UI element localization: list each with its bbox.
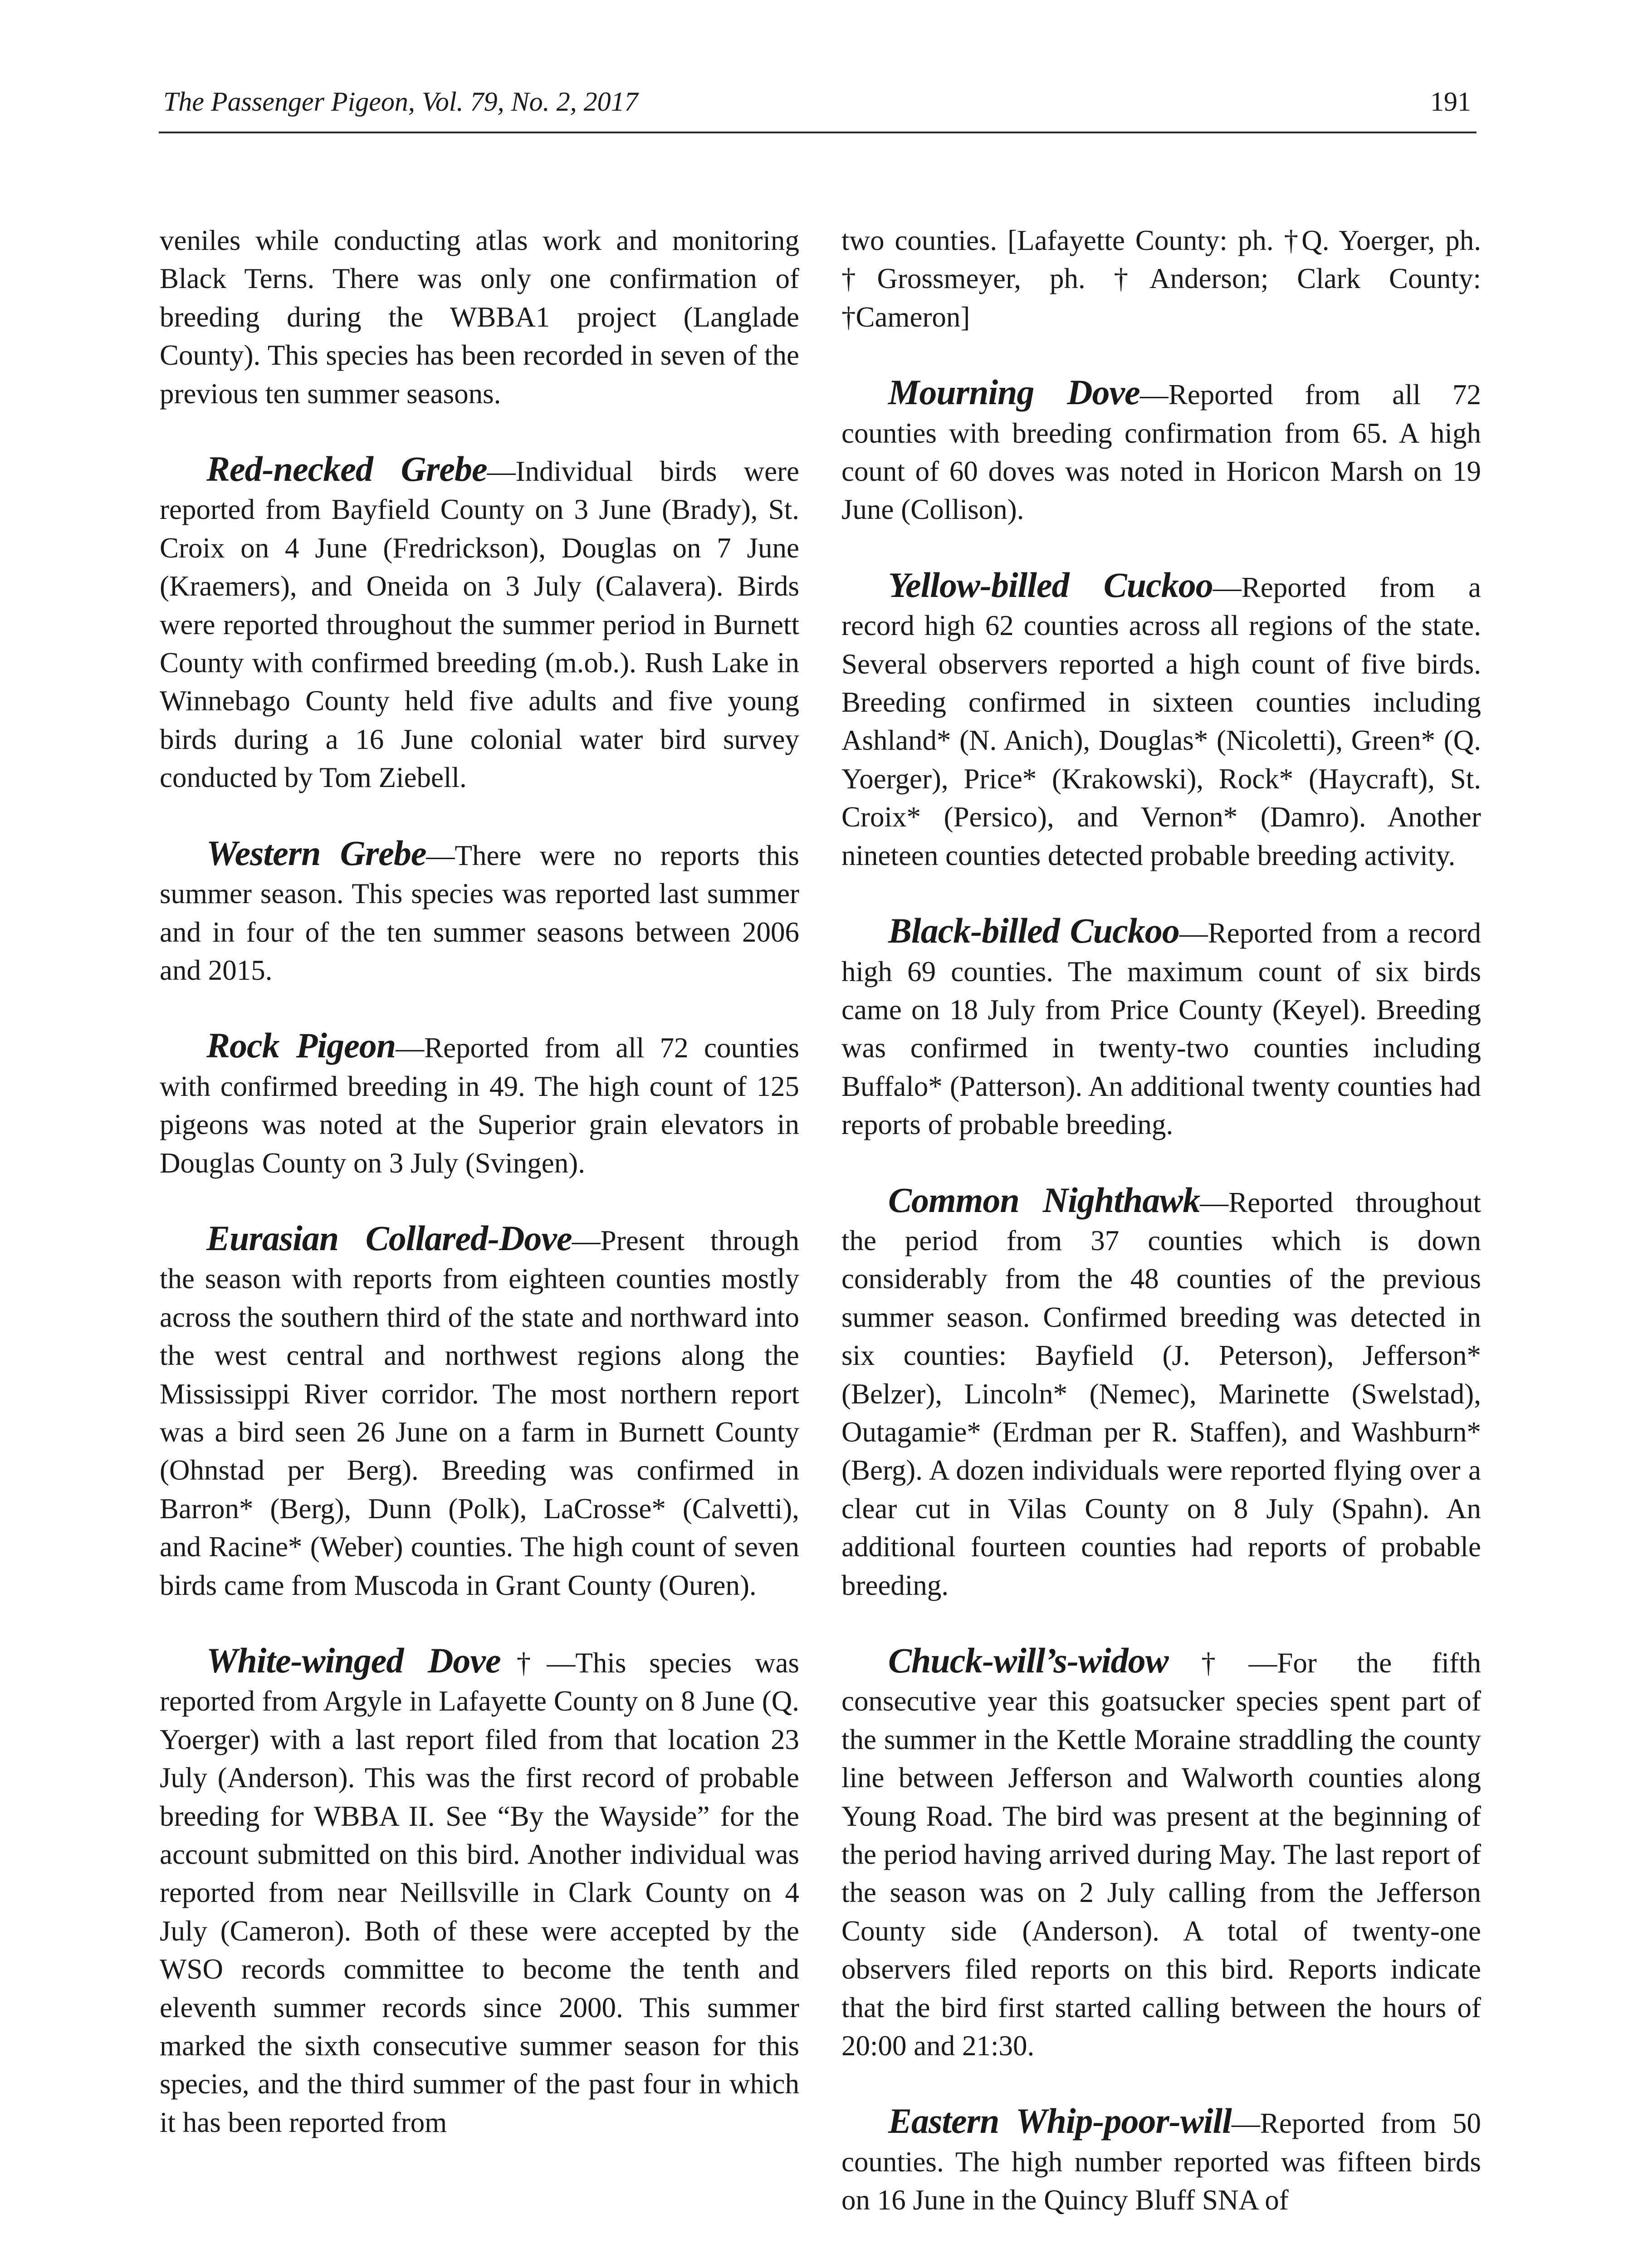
account-text: Reported from all 72 counties with breeding confirmation from 65. A high count of 60 doves was noted in Horicon Marsh on 19 June (Collison). bbox=[841, 379, 1481, 526]
species-name: Yellow-billed Cuckoo bbox=[888, 565, 1213, 605]
account-text: Reported from a record high 69 counties. The maximum count of six birds came on 18 July from Price County (Keyel). Breeding was confirmed in twenty-two counties including Buffalo* (Patterson). An additional twenty counties had reports of probable breeding. bbox=[841, 917, 1481, 1141]
paragraph-text: veniles while conducting atlas work and monitoring Black Terns. There was only one confirmation of breeding during the WBBA1 project (Langlade County). This species has been recorded in seven of the previous ten summer seasons. bbox=[160, 225, 799, 410]
species-name: White-winged Dove bbox=[206, 1641, 501, 1680]
journal-title: The Passenger Pigeon, Vol. 79, No. 2, 2017 bbox=[163, 87, 638, 117]
species-account-black-billed-cuckoo bbox=[841, 912, 1481, 1144]
account-text: Individual birds were reported from Bayfield County on 3 June (Brady), St. Croix on 4 June (Fredrickson), Douglas on 7 June (Kraemers), and Oneida on 3 July (Calavera). Birds were reported throughout the summer period in Burnett County with confirmed breeding (m.ob.). Rush Lake in Winnebago County held five adults and five young birds during a 16 June colonial water bird survey conducted by Tom Ziebell. bbox=[160, 455, 799, 794]
paragraph-text: two counties. [Lafayette County: ph. †Q. Yoerger, ph. †Grossmeyer, ph. †Anderson; Clark County: †Cameron] bbox=[841, 225, 1481, 333]
account-text: For the fifth consecutive year this goatsucker species spent part of the summer in the Kettle Moraine straddling the county line between Jefferson and Walworth counties along Young Road. The bird was present at the beginning of the period having arrived during May. The last report of the season was on 2 July calling from the Jefferson County side (Anderson). A total of twenty-one observers filed reports on this bird. Reports indicate that the bird first started calling between the hours of 20:00 and 21:30. bbox=[841, 1647, 1481, 2062]
species-account-red-necked-grebe bbox=[160, 450, 799, 797]
species-name: Black-billed Cuckoo bbox=[888, 911, 1179, 951]
species-name: Mourning Dove bbox=[888, 372, 1140, 412]
account-text: Reported throughout the period from 37 counties which is down considerably from the 48 counties of the previous summer season. Confirmed breeding was detected in six counties: Bayfield (J. Peterson), Jefferson* (Belzer), Lincoln* (Nemec), Marinette (Swelstad), Outagamie* (Erdman per R. Staffen), and Washburn* (Berg). A dozen individuals were reported flying over a clear cut in Vilas County on 8 July (Spahn). An additional fourteen counties had reports of probable breeding. bbox=[841, 1186, 1481, 1601]
species-account-chuck-wills-widow bbox=[841, 1642, 1481, 2065]
em-dash: — bbox=[1248, 1647, 1277, 1679]
species-account-eurasian-collared-dove bbox=[160, 1219, 799, 1604]
account-text: Reported from all 72 counties with confirmed breeding in 49. The high count of 125 pigeons was noted at the Superior grain elevators in Douglas County on 3 July (Svingen). bbox=[160, 1032, 799, 1179]
continued-paragraph bbox=[841, 221, 1481, 336]
em-dash: — bbox=[547, 1647, 576, 1679]
species-account-yellow-billed-cuckoo bbox=[841, 566, 1481, 875]
em-dash: — bbox=[1231, 2107, 1260, 2140]
right-column bbox=[841, 221, 1481, 2257]
species-name: Rock Pigeon bbox=[206, 1026, 396, 1066]
em-dash: — bbox=[487, 455, 516, 488]
account-text: This species was reported from Argyle in Lafayette County on 8 June (Q. Yoerger) with a last report filed from that location 23 July (Anderson). This was the first record of probable breeding for WBBA II. See “By the Wayside” for the account submitted on this bird. Another individual was reported from near Neillsville in Clark County on 4 July (Cameron). Both of these were accepted by the WSO records committee to become the tenth and eleventh summer records since 2000. This summer marked the sixth consecutive summer season for this species, and the third summer of the past four in which it has been reported from bbox=[160, 1647, 800, 2138]
species-account-white-winged-dove bbox=[160, 1642, 799, 2141]
species-name: Common Nighthawk bbox=[888, 1180, 1200, 1220]
species-account-western-grebe bbox=[160, 834, 799, 990]
species-account-mourning-dove bbox=[841, 373, 1481, 529]
species-name: Western Grebe bbox=[206, 833, 426, 873]
left-column bbox=[160, 221, 799, 2179]
species-name: Eastern Whip-poor-will bbox=[888, 2101, 1232, 2141]
continued-paragraph bbox=[160, 221, 799, 413]
em-dash: — bbox=[426, 839, 455, 871]
account-text: Reported from a record high 62 counties across all regions of the state. Several observers reported a high count of five birds. Breeding confirmed in sixteen counties including Ashland* (N. Anich), Douglas* (Nicoletti), Green* (Q. Yoerger), Price* (Krakowski), Rock* (Haycraft), St. Croix* (Persico), and Vernon* (Damro). Another nineteen counties detected probable breeding activity. bbox=[841, 571, 1481, 871]
species-name: Red-necked Grebe bbox=[206, 449, 487, 489]
em-dash: — bbox=[1213, 571, 1242, 603]
account-text: There were no reports this summer season. This species was reported last summer and in four of the ten summer seasons between 2006 and 2015. bbox=[160, 839, 799, 986]
em-dash: — bbox=[396, 1032, 425, 1064]
running-header bbox=[159, 85, 1477, 133]
species-name: Eurasian Collared-Dove bbox=[206, 1218, 572, 1258]
em-dash: — bbox=[1200, 1186, 1229, 1218]
account-text: Reported from 50 counties. The high number reported was fifteen birds on 16 June in the Quincy Bluff SNA of bbox=[841, 2107, 1481, 2216]
species-account-eastern-whip-poor-will bbox=[841, 2102, 1481, 2219]
dagger-mark: † bbox=[500, 1647, 547, 1679]
species-account-rock-pigeon bbox=[160, 1026, 799, 1182]
em-dash: — bbox=[572, 1224, 601, 1256]
em-dash: — bbox=[1179, 917, 1208, 949]
em-dash: — bbox=[1139, 379, 1169, 411]
species-account-common-nighthawk bbox=[841, 1181, 1481, 1604]
dagger-mark: † bbox=[1168, 1647, 1249, 1679]
species-name: Chuck-will’s-widow bbox=[888, 1641, 1169, 1680]
page-number: 191 bbox=[1430, 87, 1471, 117]
account-text: Present through the season with reports from eighteen counties mostly across the southern third of the state and northward into the west central and northwest regions along the Mississippi River corridor. The most northern report was a bird seen 26 June on a farm in Burnett County (Ohnstad per Berg). Breeding was confirmed in Barron* (Berg), Dunn (Polk), LaCrosse* (Calvetti), and Racine* (Weber) counties. The high count of seven birds came from Muscoda in Grant County (Ouren). bbox=[160, 1224, 799, 1601]
